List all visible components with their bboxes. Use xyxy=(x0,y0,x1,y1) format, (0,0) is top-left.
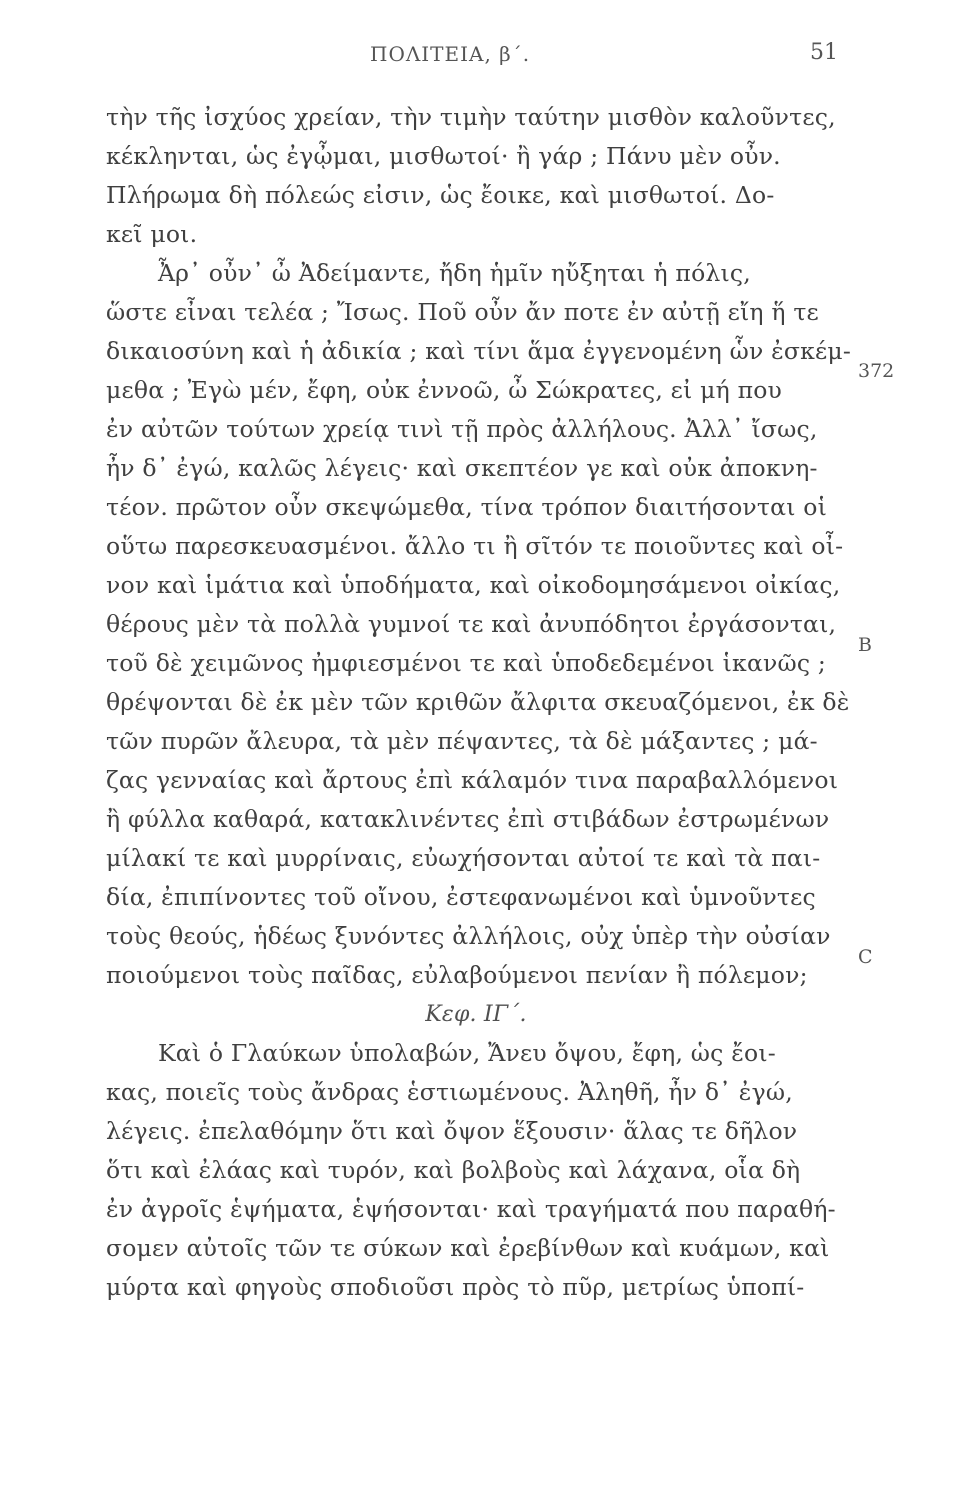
text-line: θέρους μὲν τὰ πολλὰ γυμνοί τε καὶ ἀνυπόδητοι ἐργάσονται, xyxy=(106,610,837,638)
text-line: ὥστε εἶναι τελέα ; Ἴσως. Ποῦ οὖν ἄν ποτε ἐν αὐτῇ εἴη ἥ τε xyxy=(106,298,819,326)
text-line: μίλακί τε καὶ μυρρίναις, εὐωχήσονται αὐτοί τε καὶ τὰ παι- xyxy=(106,844,821,872)
text-line: θρέψονται δὲ ἐκ μὲν τῶν κριθῶν ἄλφιτα σκευαζόμενοι, ἐκ δὲ xyxy=(106,688,850,716)
text-line: Πλήρωμα δὴ πόλεώς εἰσιν, ὡς ἔοικε, καὶ μισθωτοί. Δο- xyxy=(106,181,775,209)
text-line: κεῖ μοι. xyxy=(106,220,198,248)
text-line: κας, ποιεῖς τοὺς ἄνδρας ἑστιωμένους. Ἀληθῆ, ἦν δ᾽ ἐγώ, xyxy=(106,1078,793,1106)
section-heading: Κεφ. ΙΓ΄. xyxy=(425,1002,527,1027)
text-line: τοῦ δὲ χειμῶνος ἠμφιεσμένοι τε καὶ ὑποδεδεμένοι ἱκανῶς ; xyxy=(106,649,827,677)
margin-note-b: B xyxy=(858,634,872,656)
text-line: ζας γενναίας καὶ ἄρτους ἐπὶ κάλαμόν τινα παραβαλλόμενοι xyxy=(106,766,839,794)
text-line: δικαιοσύνη καὶ ἡ ἀδικία ; καὶ τίνι ἅμα ἐγγενομένη ὧν ἐσκέμ- xyxy=(106,337,852,365)
page-number: 51 xyxy=(810,40,838,65)
text-line: ἢ φύλλα καθαρά, κατακλινέντες ἐπὶ στιβάδων ἐστρωμένων xyxy=(106,805,830,833)
text-line: κέκληνται, ὡς ἐγᾦμαι, μισθωτοί· ἢ γάρ ; Πάνυ μὲν οὖν. xyxy=(106,142,781,170)
text-line: Καὶ ὁ Γλαύκων ὑπολαβών, Ἄνευ ὄψου, ἔφη, ὡς ἔοι- xyxy=(158,1039,776,1067)
text-line: δία, ἐπιπίνοντες τοῦ οἴνου, ἐστεφανωμένοι καὶ ὑμνοῦντες xyxy=(106,883,816,911)
text-line: ἐν ἀγροῖς ἑψήματα, ἑψήσονται· καὶ τραγήματά που παραθή- xyxy=(106,1195,836,1223)
body-text xyxy=(106,98,852,1307)
text-line: ὅτι καὶ ἐλάας καὶ τυρόν, καὶ βολβοὺς καὶ λάχανα, οἷα δὴ xyxy=(106,1156,801,1184)
text-line: τῶν πυρῶν ἄλευρα, τὰ μὲν πέψαντες, τὰ δὲ μάξαντες ; μά- xyxy=(106,727,818,755)
running-title: ΠΟΛΙΤΕΙΑ, β΄. xyxy=(370,42,531,66)
text-line: οὕτω παρεσκευασμένοι. ἄλλο τι ἢ σῖτόν τε ποιοῦντες καὶ οἶ- xyxy=(106,532,844,560)
text-line: τοὺς θεούς, ἡδέως ξυνόντες ἀλλήλοις, οὐχ ὑπὲρ τὴν οὐσίαν xyxy=(106,922,831,950)
text-line: λέγεις. ἐπελαθόμην ὅτι καὶ ὄψον ἕξουσιν· ἅλας τε δῆλον xyxy=(106,1117,798,1145)
text-line: μύρτα καὶ φηγοὺς σποδιοῦσι πρὸς τὸ πῦρ, μετρίως ὑποπί- xyxy=(106,1273,805,1301)
text-line: Ἆρ᾽ οὖν᾽ ὦ Ἀδείμαντε, ἤδη ἡμῖν ηὔξηται ἡ πόλις, xyxy=(158,259,751,287)
running-head xyxy=(0,38,954,68)
text-line: μεθα ; Ἐγὼ μέν, ἔφη, οὐκ ἐννοῶ, ὦ Σώκρατες, εἰ μή που xyxy=(106,376,783,404)
text-line: ποιούμενοι τοὺς παῖδας, εὐλαβούμενοι πενίαν ἢ πόλεμον; xyxy=(106,961,808,989)
margin-note-stephanus-372: 372 xyxy=(858,360,895,382)
text-line: τέον. πρῶτον οὖν σκεψώμεθα, τίνα τρόπον διαιτήσονται οἱ xyxy=(106,493,828,521)
text-line: ἐν αὐτῶν τούτων χρείᾳ τινὶ τῇ πρὸς ἀλλήλους. Ἀλλ᾽ ἴσως, xyxy=(106,415,818,443)
text-line: ἦν δ᾽ ἐγώ, καλῶς λέγεις· καὶ σκεπτέον γε καὶ οὐκ ἀποκνη- xyxy=(106,454,818,482)
margin-note-c: C xyxy=(858,946,873,968)
text-line: σομεν αὐτοῖς τῶν τε σύκων καὶ ἐρεβίνθων καὶ κυάμων, καὶ xyxy=(106,1234,830,1262)
text-line: τὴν τῆς ἰσχύος χρείαν, τὴν τιμὴν ταύτην μισθὸν καλοῦντες, xyxy=(106,103,836,131)
text-line: νον καὶ ἱμάτια καὶ ὑποδήματα, καὶ οἰκοδομησάμενοι οἰκίας, xyxy=(106,571,841,599)
